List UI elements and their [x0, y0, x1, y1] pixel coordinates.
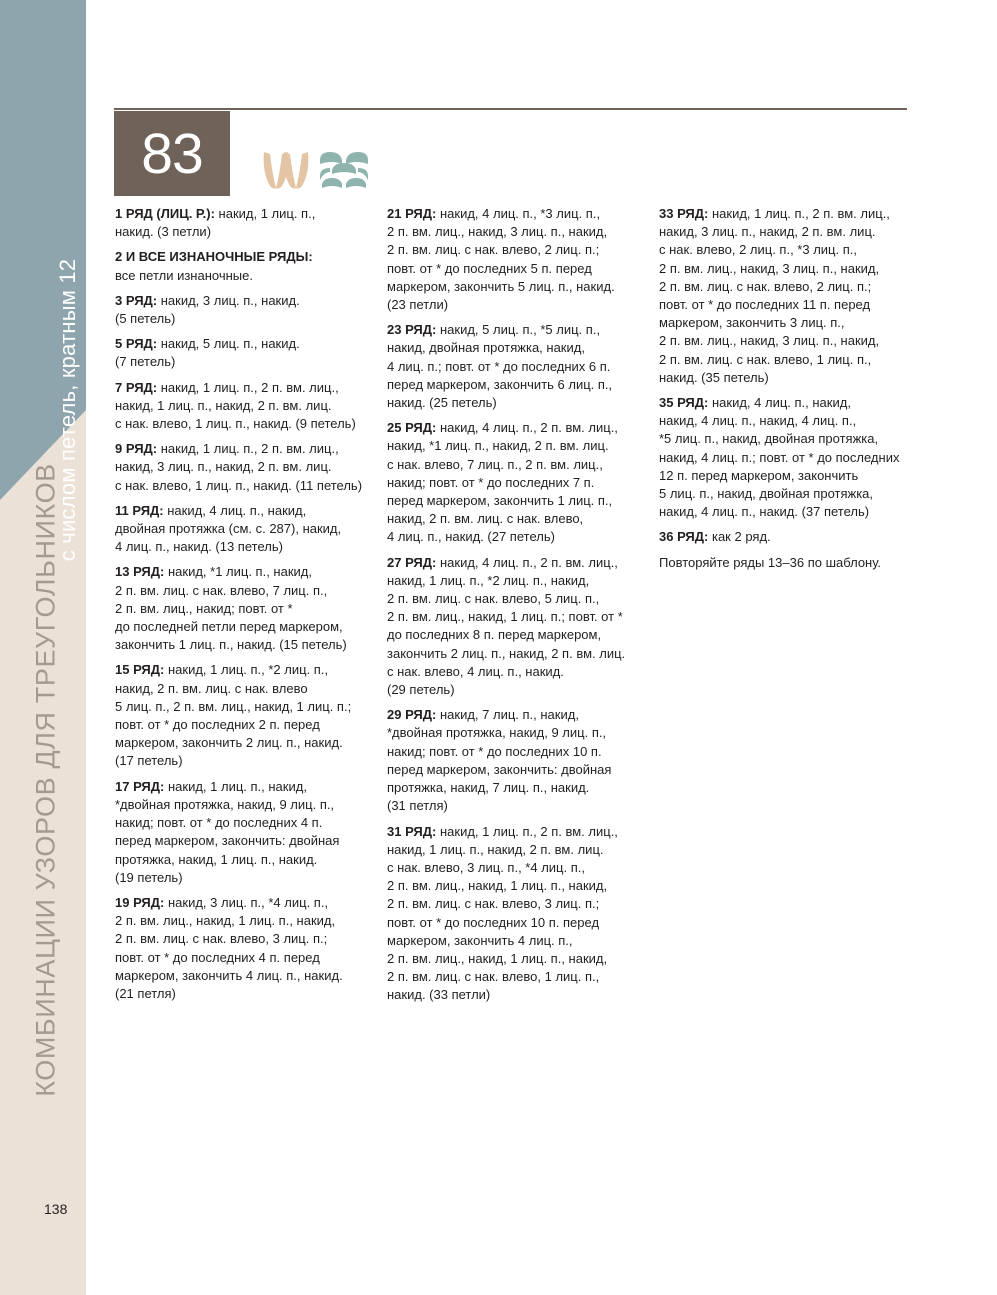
row-instruction: [659, 554, 921, 572]
row-label: 27 РЯД:: [387, 554, 437, 570]
row-label: 21 РЯД:: [387, 206, 437, 221]
row-text: накид, 3 лиц. п., накид. (5 петель): [115, 292, 300, 327]
row-text: все петли изнаночные.: [115, 267, 253, 283]
row-text: накид, 5 лиц. п., накид. (7 петель): [115, 336, 300, 370]
row-instruction: [659, 394, 921, 521]
row-instruction: [387, 554, 649, 700]
row-label: 7 РЯД:: [115, 379, 158, 395]
row-instruction: [115, 661, 375, 770]
row-label: 33 РЯД:: [659, 206, 709, 221]
row-label: 29 РЯД:: [387, 707, 437, 723]
row-label: 3 РЯД:: [115, 292, 158, 308]
row-text: накид, *1 лиц. п., накид, 2 п. вм. лиц. с нак. влево, 7 лиц. п., 2 п. вм. лиц., накид; повт. от * до последней петли перед маркером, закончить 1 лиц. п., накид. (15 петель): [115, 564, 347, 653]
row-text: накид, 3 лиц. п., *4 лиц. п., 2 п. вм. лиц., накид, 1 лиц. п., накид, 2 п. вм. лиц. с нак. влево, 3 лиц. п.; повт. от * до последних 4 п. перед маркером, закончить 4 лиц. п., накид. (21 петля): [115, 894, 343, 1001]
row-label: 31 РЯД:: [387, 823, 437, 839]
row-instruction: [115, 379, 375, 434]
row-text: как 2 ряд.: [708, 529, 771, 545]
instructions-column-1: [115, 205, 375, 1010]
row-text: накид, 4 лиц. п., накид, двойная протяжка (см. с. 287), накид, 4 лиц. п., накид. (13 петель): [115, 502, 342, 555]
row-text: накид, 1 лиц. п., 2 п. вм. лиц., накид, 1 лиц. п., накид, 2 п. вм. лиц. с нак. влево, 1 лиц. п., накид. (9 петель): [115, 379, 356, 432]
row-instruction: [115, 248, 375, 284]
row-instruction: [115, 502, 375, 557]
pattern-number: 83: [114, 111, 230, 196]
row-label: 9 РЯД:: [115, 441, 158, 457]
row-label: 13 РЯД:: [115, 564, 165, 580]
page-number: 138: [44, 1201, 68, 1217]
header-rule: [114, 108, 907, 110]
row-label: 15 РЯД:: [115, 662, 165, 678]
knit-v-stitch-icon: [260, 150, 312, 194]
row-instruction: [115, 205, 375, 241]
row-label: 17 РЯД:: [115, 778, 165, 794]
row-text: накид, 1 лиц. п., накид. (3 петли): [115, 206, 316, 240]
row-instruction: [659, 205, 921, 387]
row-text: накид, 5 лиц. п., *5 лиц. п., накид, двойная протяжка, накид, 4 лиц. п.; повт. от * до последних 6 п. перед маркером, закончить 6 лиц. п., накид. (25 петель): [387, 322, 613, 411]
row-instruction: [659, 528, 921, 546]
sidebar: [0, 0, 86, 1295]
row-text: накид, 1 лиц. п., 2 п. вм. лиц., накид, 3 лиц. п., накид, 2 п. вм. лиц. с нак. влево, 1 лиц. п., накид. (11 петель): [115, 441, 363, 493]
row-instruction: [115, 894, 375, 1003]
row-instruction: [115, 778, 375, 887]
purl-bump-icon: [318, 150, 370, 194]
row-text: накид, 1 лиц. п., 2 п. вм. лиц., накид, 3 лиц. п., накид, 2 п. вм. лиц. с нак. влево, 2 лиц. п., *3 лиц. п., 2 п. вм. лиц., накид, 3 лиц. п., накид, 2 п. вм. лиц. с нак. влево, 2 лиц. п.; повт. от * до последних 11 п. перед маркером, закончить 3 лиц. п., 2 п. вм. лиц., накид, 3 лиц. п., накид, 2 п. вм. лиц. с нак. влево, 1 лиц. п., накид. (35 петель): [659, 206, 890, 385]
row-label: 19 РЯД:: [115, 894, 165, 910]
row-text: накид, 4 лиц. п., 2 п. вм. лиц., накид, *1 лиц. п., накид, 2 п. вм. лиц. с нак. влево, 7 лиц. п., 2 п. вм. лиц., накид; повт. от * до последних 7 п. перед маркером, закончить 1 лиц. п., накид, 2 п. вм. лиц. с нак. влево, 4 лиц. п., накид. (27 петель): [387, 420, 618, 545]
row-label: 2 И ВСЕ ИЗНАНОЧНЫЕ РЯДЫ:: [115, 249, 313, 265]
instructions-column-3: [659, 205, 921, 579]
row-text: накид, 1 лиц. п., *2 лиц. п., накид, 2 п. вм. лиц. с нак. влево 5 лиц. п., 2 п. вм. лиц., накид, 1 лиц. п.; повт. от * до последних 2 п. перед маркером, закончить 2 лиц. п., накид. (17 петель): [115, 662, 352, 769]
row-text: накид, 1 лиц. п., накид, *двойная протяжка, накид, 9 лиц. п., накид; повт. от * до последних 4 п. перед маркером, закончить: двойная протяжка, накид, 1 лиц. п., накид. (19 петель): [115, 778, 340, 885]
row-text: накид, 1 лиц. п., 2 п. вм. лиц., накид, 1 лиц. п., накид, 2 п. вм. лиц. с нак. влево, 3 лиц. п., *4 лиц. п., 2 п. вм. лиц., накид, 1 лиц. п., накид, 2 п. вм. лиц. с нак. влево, 3 лиц. п.; повт. от * до последних 10 п. перед маркером, закончить 4 лиц. п., 2 п. вм. лиц., накид, 1 лиц. п., накид, 2 п. вм. лиц. с нак. влево, 1 лиц. п., накид. (33 петли): [387, 823, 618, 1003]
row-text: Повторяйте ряды 13–36 по шаблону.: [659, 554, 882, 570]
row-label: 25 РЯД:: [387, 420, 437, 436]
row-instruction: [115, 440, 375, 495]
row-instruction: [387, 823, 649, 1005]
row-label: 11 РЯД:: [115, 502, 164, 518]
sidebar-subtitle: с числом петель, кратным 12: [55, 258, 80, 562]
row-instruction: [387, 419, 649, 546]
row-label: 1 РЯД (ЛИЦ. Р.):: [115, 206, 215, 221]
row-instruction: [115, 563, 375, 654]
sidebar-section-title: КОМБИНАЦИИ УЗОРОВ ДЛЯ ТРЕУГОЛЬНИКОВ: [30, 463, 61, 1097]
row-text: накид, 4 лиц. п., накид, накид, 4 лиц. п., накид, 4 лиц. п., *5 лиц. п., накид, двойная протяжка, накид, 4 лиц. п.; повт. от * до последних 12 п. перед маркером, закончить 5 лиц. п., накид, двойная протяжка, накид, 4 лиц. п., накид. (37 петель): [659, 395, 900, 520]
row-instruction: [387, 706, 649, 815]
instructions-column-2: [387, 205, 649, 1012]
row-label: 5 РЯД:: [115, 336, 158, 352]
row-label: 23 РЯД:: [387, 322, 437, 338]
row-label: 35 РЯД:: [659, 395, 709, 411]
row-text: накид, 4 лиц. п., 2 п. вм. лиц., накид, 1 лиц. п., *2 лиц. п., накид, 2 п. вм. лиц. с нак. влево, 5 лиц. п., 2 п. вм. лиц., накид, 1 лиц. п.; повт. от * до последних 8 п. перед маркером, закончить 2 лиц. п., накид, 2 п. вм. лиц. с нак. влево, 4 лиц. п., накид. (29 петель): [387, 554, 626, 698]
row-text: накид, 4 лиц. п., *3 лиц. п., 2 п. вм. лиц., накид, 3 лиц. п., накид, 2 п. вм. лиц. с нак. влево, 2 лиц. п.; повт. от * до последних 5 п. перед маркером, закончить 5 лиц. п., накид. (23 петли): [387, 206, 615, 313]
row-label: 36 РЯД:: [659, 529, 709, 545]
row-instruction: [387, 321, 649, 412]
row-instruction: [387, 205, 649, 314]
row-text: накид, 7 лиц. п., накид, *двойная протяжка, накид, 9 лиц. п., накид; повт. от * до последних 10 п. перед маркером, закончить: двойная протяжка, накид, 7 лиц. п., накид. (31 петля): [387, 707, 612, 814]
row-instruction: [115, 335, 375, 371]
row-instruction: [115, 292, 375, 328]
